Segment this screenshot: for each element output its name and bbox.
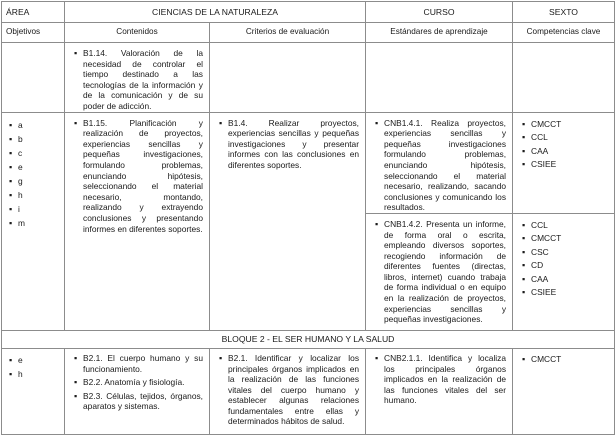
area-label: ÁREA: [6, 6, 30, 17]
competencias-cell: [513, 348, 615, 434]
curso-label-cell: [366, 2, 513, 23]
competencia-item: ▪ CSIEE: [519, 286, 608, 300]
objetivo-item: ▪ c: [6, 146, 60, 160]
objetivo-item: ▪ a: [6, 118, 60, 132]
col-objetivos: Objetivos: [2, 23, 65, 43]
criterios-cell: [210, 43, 366, 113]
competencias-cell: [513, 43, 615, 113]
contenido-item: ▪ B2.1. El cuerpo humano y su funcionamiento.: [71, 353, 203, 374]
curriculum-table: [1, 1, 615, 435]
contenidos-cell: [65, 348, 210, 434]
criterios-cell: [210, 348, 366, 434]
objetivo-item: ▪ i: [6, 202, 60, 216]
col-estandares: Estándares de aprendizaje: [366, 23, 513, 43]
objetivos-cell: [2, 43, 65, 113]
estandares-cell: [366, 213, 513, 330]
competencia-item: ▪ CCL: [519, 131, 608, 145]
contenido-item: ▪ B1.14. Valoración de la necesidad de controlar el tiempo destinado a las tecnologías de la información y de la comunicación y de su poder de adicción.: [71, 48, 203, 112]
contenido-item: ▪ B2.3. Células, tejidos, órganos, aparatos y sistemas.: [71, 391, 203, 412]
objetivo-item: ▪ h: [6, 367, 60, 381]
competencia-item: ▪ CMCCT: [519, 232, 608, 246]
objetivo-item: ▪ b: [6, 132, 60, 146]
contenido-item: ▪ B1.15. Planificación y realización de proyectos, experiencias sencillas y pequeñas investigaciones, formulando problemas, enunciando hipótesis, seleccionando el material necesario, montando, realizando y extrayendo conclusiones y presentando informes en diferentes soportes.: [71, 118, 203, 235]
table-row: [2, 348, 615, 434]
col-competencias: Competencias clave: [513, 23, 615, 43]
estandares-cell: [366, 348, 513, 434]
competencia-item: ▪ CD: [519, 259, 608, 273]
competencia-item: ▪ CAA: [519, 145, 608, 159]
block-heading-row: [2, 330, 615, 348]
curso-value: SEXTO: [549, 6, 578, 17]
header-row: [2, 2, 615, 23]
competencia-item: ▪ CAA: [519, 273, 608, 287]
competencia-item: ▪ CSIEE: [519, 158, 608, 172]
competencia-item: ▪ CMCCT: [519, 118, 608, 132]
col-criterios: Criterios de evaluación: [210, 23, 366, 43]
area-value: CIENCIAS DE LA NATURALEZA: [152, 6, 278, 17]
estandar-item: ▪ CNB1.4.1. Realiza proyectos, experiencias sencillas y pequeñas investigaciones formulando problemas, enunciando hipótesis, seleccionando el material necesario, realizando, sacando conclusiones y comunicando los resultados.: [372, 118, 506, 213]
area-label-cell: [2, 2, 65, 23]
column-header-row: [2, 23, 615, 43]
competencia-item: ▪ CMCCT: [519, 353, 608, 367]
contenido-item: ▪ B2.2. Anatomía y fisiología.: [71, 377, 203, 388]
estandares-cell: [366, 43, 513, 113]
objetivo-item: ▪ g: [6, 174, 60, 188]
estandares-cell: [366, 112, 513, 213]
criterio-item: ▪ B1.4. Realizar proyectos, experiencias sencillas y pequeñas investigaciones y presentar informes con las conclusiones en diferentes soportes.: [216, 118, 359, 171]
table-row: [2, 43, 615, 113]
objetivos-cell: [2, 348, 65, 434]
competencias-cell: [513, 112, 615, 213]
objetivo-item: ▪ e: [6, 160, 60, 174]
col-contenidos: Contenidos: [65, 23, 210, 43]
competencias-cell: [513, 213, 615, 330]
estandar-item: ▪ CNB2.1.1. Identifica y localiza los principales órganos implicados en la realización de las funciones vitales del ser humano.: [372, 353, 506, 406]
block-title: BLOQUE 2 - EL SER HUMANO Y LA SALUD: [2, 330, 615, 348]
curso-value-cell: [513, 2, 615, 23]
objetivo-item: ▪ h: [6, 188, 60, 202]
criterios-cell: [210, 112, 366, 330]
competencia-item: ▪ CCL: [519, 219, 608, 233]
objetivos-cell: [2, 112, 65, 330]
contenidos-cell: [65, 43, 210, 113]
contenidos-cell: [65, 112, 210, 330]
criterio-item: ▪ B2.1. Identificar y localizar los principales órganos implicados en la realización de las funciones vitales del cuerpo humano y establecer algunas relaciones fundamentales entre ellas y determinados hábitos de salud.: [216, 353, 359, 427]
estandar-item: ▪ CNB1.4.2. Presenta un informe, de forma oral o escrita, empleando diversos soportes, recogiendo información de diferentes fuentes (directas, libros, internet) cuando trabaja de forma individual o en equipo en la realización de proyectos, experiencias sencillas y pequeñas investigaciones.: [372, 219, 506, 325]
area-value-cell: [65, 2, 366, 23]
curso-label: CURSO: [423, 6, 455, 17]
competencia-item: ▪ CSC: [519, 246, 608, 260]
table-row: [2, 112, 615, 213]
objetivo-item: ▪ e: [6, 353, 60, 367]
objetivo-item: ▪ m: [6, 216, 60, 230]
